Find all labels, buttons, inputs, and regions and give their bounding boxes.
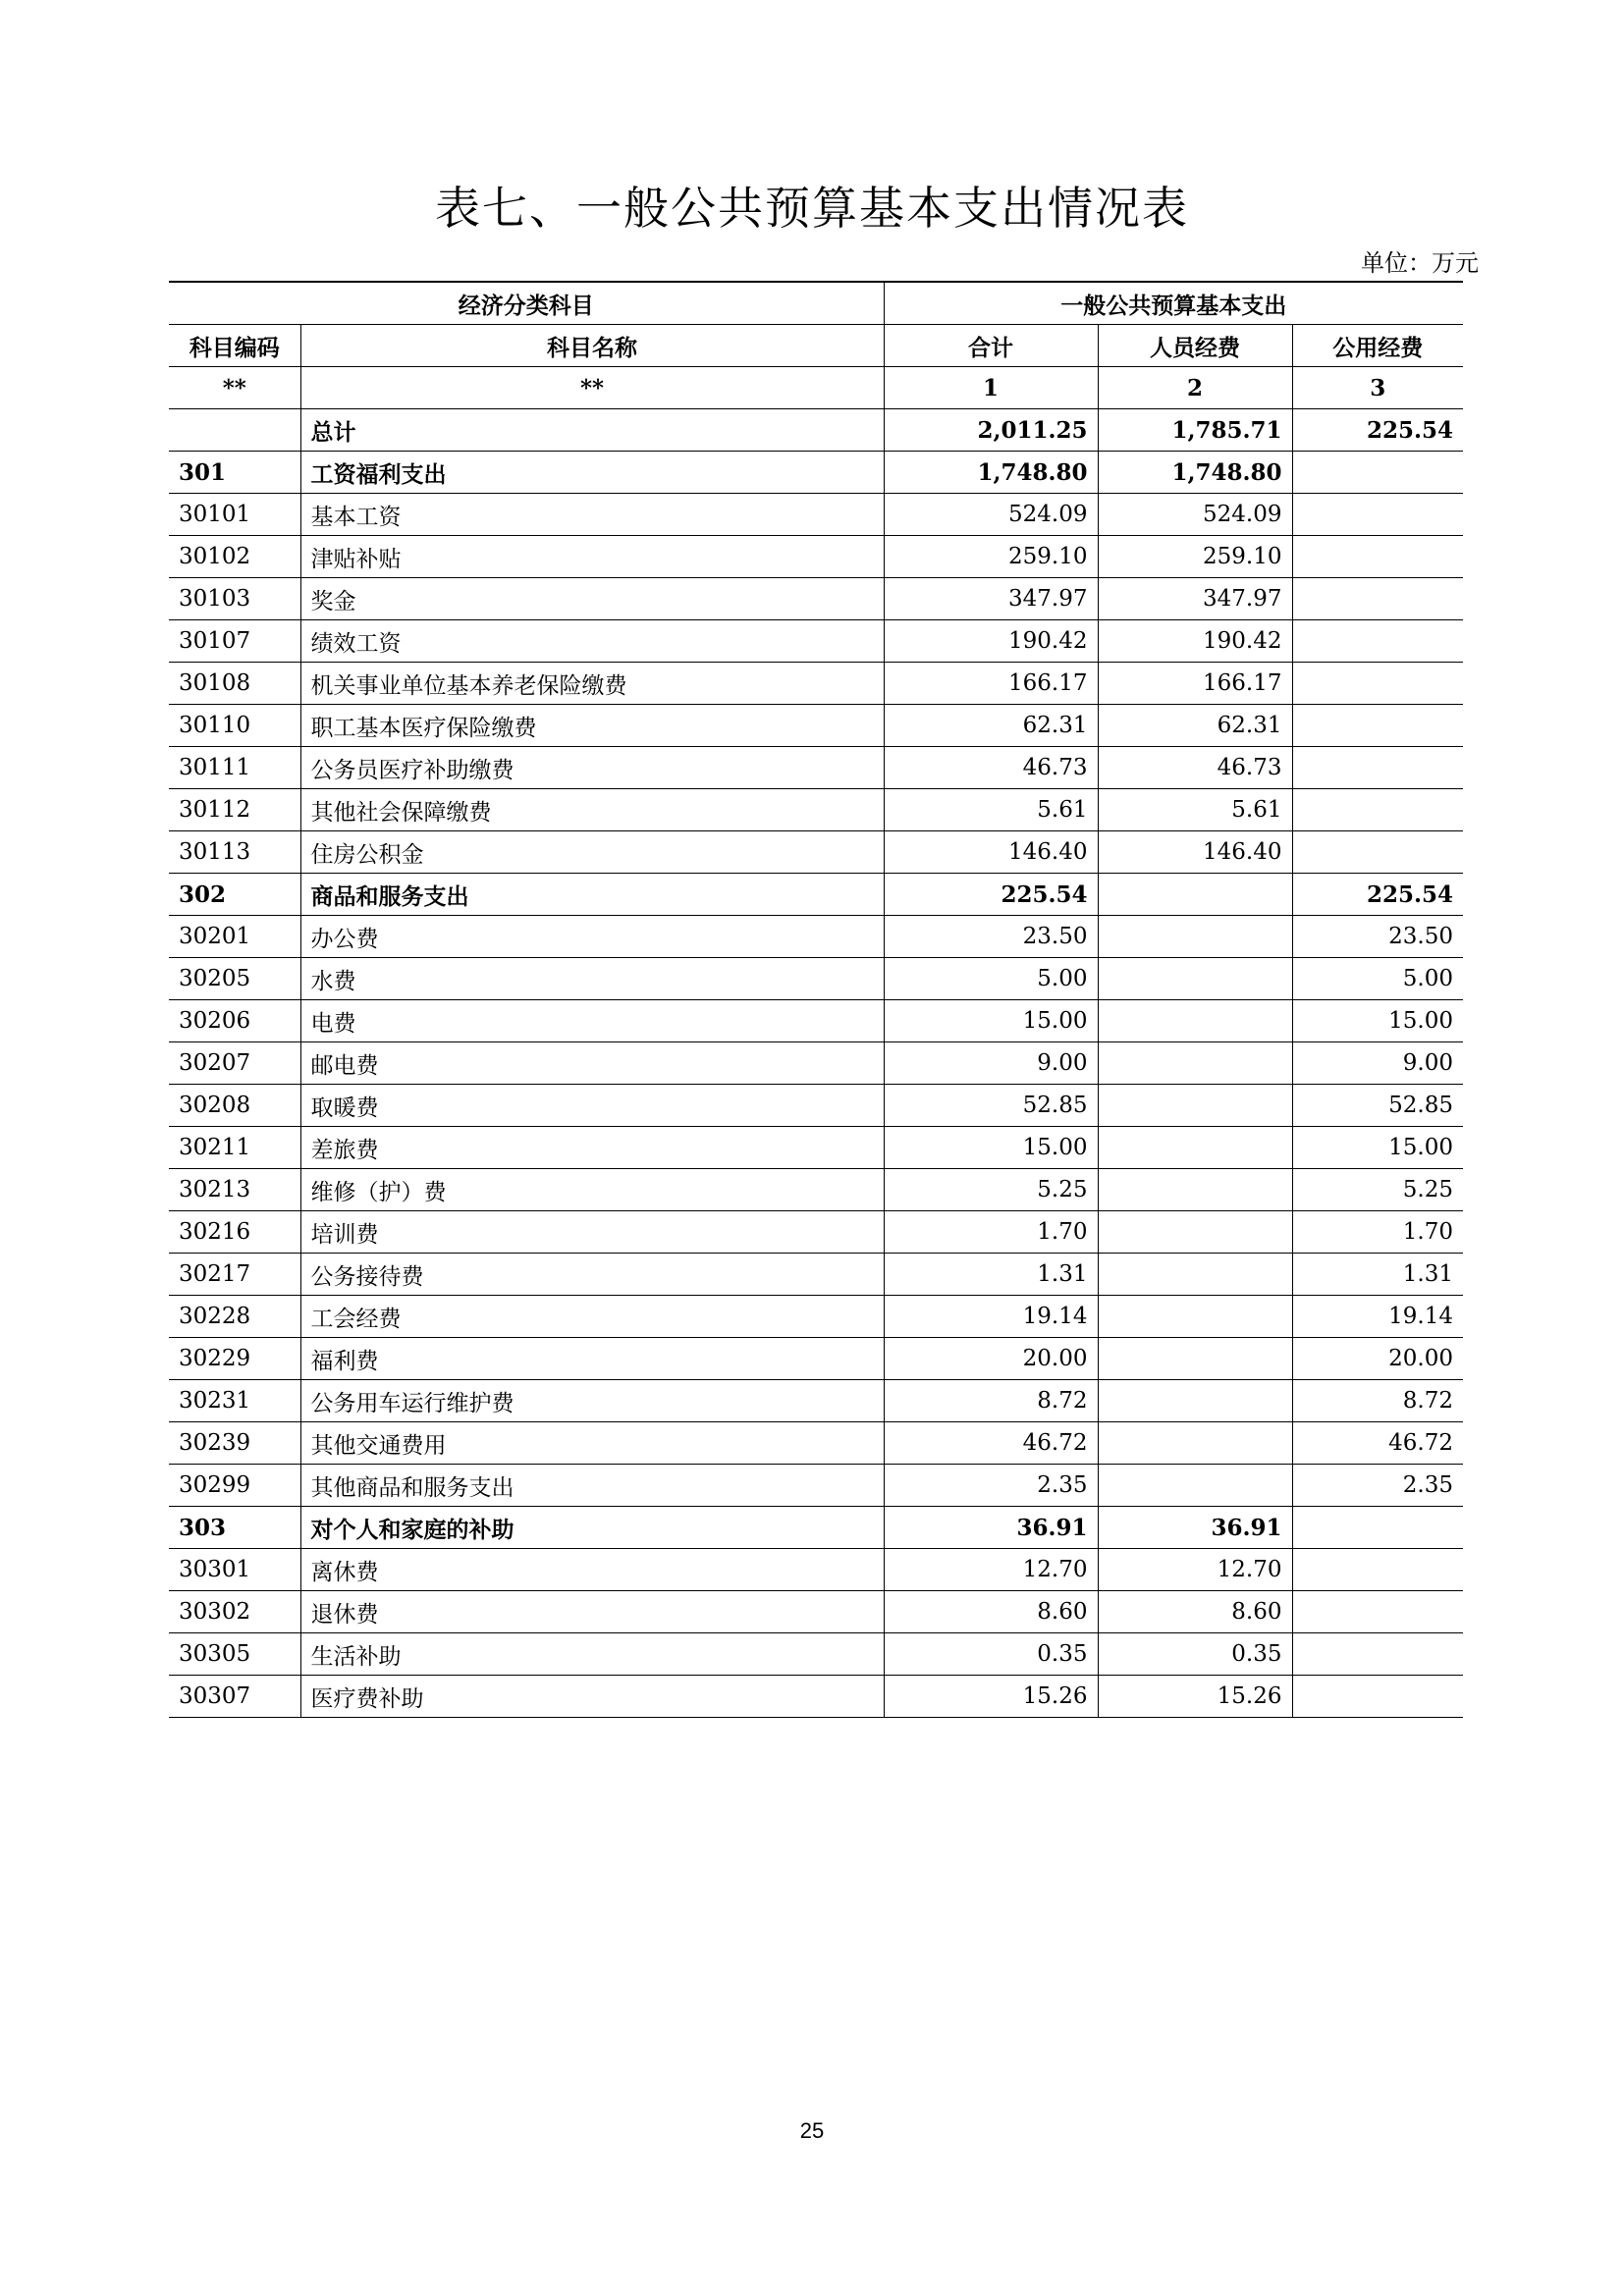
code-cell: 30205: [169, 958, 300, 1000]
personnel-cell: 0.35: [1098, 1633, 1292, 1676]
table-row: [169, 1000, 1463, 1042]
public-cell: 15.00: [1292, 1127, 1463, 1169]
personnel-cell: [1098, 1169, 1292, 1211]
name-cell: 其他商品和服务支出: [300, 1465, 884, 1507]
total-cell: 62.31: [884, 705, 1098, 747]
code-cell: 30211: [169, 1127, 300, 1169]
table-row: [169, 494, 1463, 536]
table-row: [169, 874, 1463, 916]
index-cell: 3: [1292, 367, 1463, 409]
name-cell: 福利费: [300, 1338, 884, 1380]
header-index-row: [169, 367, 1463, 409]
name-cell: 住房公积金: [300, 831, 884, 874]
table-row: [169, 705, 1463, 747]
table-row: [169, 789, 1463, 831]
personnel-cell: [1098, 1465, 1292, 1507]
personnel-cell: 5.61: [1098, 789, 1292, 831]
personnel-cell: [1098, 958, 1292, 1000]
public-cell: [1292, 831, 1463, 874]
total-cell: 2.35: [884, 1465, 1098, 1507]
public-cell: 5.00: [1292, 958, 1463, 1000]
name-cell: 公务接待费: [300, 1254, 884, 1296]
code-cell: 30228: [169, 1296, 300, 1338]
total-row: [169, 409, 1463, 452]
table-row: [169, 1211, 1463, 1254]
table-row: [169, 1296, 1463, 1338]
header-group-right: 一般公共预算基本支出: [884, 282, 1463, 325]
personnel-cell: [1098, 1000, 1292, 1042]
table-row: [169, 1465, 1463, 1507]
name-cell: 工会经费: [300, 1296, 884, 1338]
public-cell: [1292, 536, 1463, 578]
personnel-cell: [1098, 916, 1292, 958]
header-name: 科目名称: [300, 325, 884, 367]
code-cell: 303: [169, 1507, 300, 1549]
total-cell: 8.60: [884, 1591, 1098, 1633]
total-cell: 8.72: [884, 1380, 1098, 1422]
public-cell: 46.72: [1292, 1422, 1463, 1465]
header-code: 科目编码: [169, 325, 300, 367]
public-cell: [1292, 1549, 1463, 1591]
personnel-cell: [1098, 1296, 1292, 1338]
code-cell: 30229: [169, 1338, 300, 1380]
total-cell: 1.70: [884, 1211, 1098, 1254]
code-cell: 30102: [169, 536, 300, 578]
table-row: [169, 1169, 1463, 1211]
total-cell: 1.31: [884, 1254, 1098, 1296]
table-row: [169, 452, 1463, 494]
name-cell: 维修（护）费: [300, 1169, 884, 1211]
name-cell: 离休费: [300, 1549, 884, 1591]
personnel-cell: 36.91: [1098, 1507, 1292, 1549]
total-cell: 15.26: [884, 1676, 1098, 1718]
total-cell: 5.61: [884, 789, 1098, 831]
code-cell: 30103: [169, 578, 300, 620]
name-cell: 电费: [300, 1000, 884, 1042]
personnel-cell: 8.60: [1098, 1591, 1292, 1633]
personnel-cell: [1098, 1127, 1292, 1169]
total-cell: 23.50: [884, 916, 1098, 958]
total-cell: 46.72: [884, 1422, 1098, 1465]
table-row: [169, 747, 1463, 789]
personnel-cell: 15.26: [1098, 1676, 1292, 1718]
total-cell: 12.70: [884, 1549, 1098, 1591]
public-cell: [1292, 620, 1463, 663]
name-cell: 医疗费补助: [300, 1676, 884, 1718]
table-row: [169, 958, 1463, 1000]
table-body: [169, 409, 1463, 1718]
table-row: [169, 1422, 1463, 1465]
public-cell: 52.85: [1292, 1085, 1463, 1127]
code-cell: 30302: [169, 1591, 300, 1633]
public-cell: 19.14: [1292, 1296, 1463, 1338]
public-cell: [1292, 578, 1463, 620]
name-cell: 工资福利支出: [300, 452, 884, 494]
total-cell: 225.54: [884, 874, 1098, 916]
code-cell: 30213: [169, 1169, 300, 1211]
public-cell: 5.25: [1292, 1169, 1463, 1211]
name-cell: 其他交通费用: [300, 1422, 884, 1465]
code-cell: 30231: [169, 1380, 300, 1422]
table-row: [169, 1591, 1463, 1633]
name-cell: 公务用车运行维护费: [300, 1380, 884, 1422]
table-header: [169, 282, 1463, 409]
public-cell: [1292, 1676, 1463, 1718]
public-cell: 20.00: [1292, 1338, 1463, 1380]
total-cell: 9.00: [884, 1042, 1098, 1085]
total-cell: 524.09: [884, 494, 1098, 536]
code-cell: 30301: [169, 1549, 300, 1591]
table-row: [169, 916, 1463, 958]
public-cell: 2.35: [1292, 1465, 1463, 1507]
personnel-cell: 1,748.80: [1098, 452, 1292, 494]
total-cell: 0.35: [884, 1633, 1098, 1676]
personnel-cell: [1098, 1254, 1292, 1296]
personnel-cell: [1098, 1380, 1292, 1422]
personnel-cell: 166.17: [1098, 663, 1292, 705]
code-cell: 30207: [169, 1042, 300, 1085]
table-row: [169, 536, 1463, 578]
public-cell: 23.50: [1292, 916, 1463, 958]
personnel-cell: 524.09: [1098, 494, 1292, 536]
table-row: [169, 1127, 1463, 1169]
name-cell: 总计: [300, 409, 884, 452]
index-cell: **: [300, 367, 884, 409]
code-cell: 30113: [169, 831, 300, 874]
total-cell: 2,011.25: [884, 409, 1098, 452]
name-cell: 办公费: [300, 916, 884, 958]
total-cell: 52.85: [884, 1085, 1098, 1127]
code-cell: 30299: [169, 1465, 300, 1507]
personnel-cell: 190.42: [1098, 620, 1292, 663]
public-cell: [1292, 494, 1463, 536]
table-row: [169, 1254, 1463, 1296]
personnel-cell: [1098, 1211, 1292, 1254]
public-cell: [1292, 663, 1463, 705]
personnel-cell: 259.10: [1098, 536, 1292, 578]
code-cell: 302: [169, 874, 300, 916]
index-cell: **: [169, 367, 300, 409]
table-row: [169, 578, 1463, 620]
public-cell: [1292, 452, 1463, 494]
header-group-left: 经济分类科目: [169, 282, 884, 325]
name-cell: 差旅费: [300, 1127, 884, 1169]
name-cell: 退休费: [300, 1591, 884, 1633]
name-cell: 商品和服务支出: [300, 874, 884, 916]
header-total: 合计: [884, 325, 1098, 367]
table-row: [169, 1042, 1463, 1085]
code-cell: 301: [169, 452, 300, 494]
personnel-cell: [1098, 874, 1292, 916]
name-cell: 津贴补贴: [300, 536, 884, 578]
code-cell: 30108: [169, 663, 300, 705]
code-cell: 30201: [169, 916, 300, 958]
name-cell: 取暖费: [300, 1085, 884, 1127]
personnel-cell: 146.40: [1098, 831, 1292, 874]
name-cell: 绩效工资: [300, 620, 884, 663]
total-cell: 190.42: [884, 620, 1098, 663]
table-row: [169, 620, 1463, 663]
public-cell: 225.54: [1292, 874, 1463, 916]
name-cell: 基本工资: [300, 494, 884, 536]
name-cell: 生活补助: [300, 1633, 884, 1676]
public-cell: [1292, 1507, 1463, 1549]
table-row: [169, 1085, 1463, 1127]
code-cell: 30307: [169, 1676, 300, 1718]
personnel-cell: [1098, 1422, 1292, 1465]
name-cell: 水费: [300, 958, 884, 1000]
personnel-cell: 62.31: [1098, 705, 1292, 747]
total-cell: 166.17: [884, 663, 1098, 705]
table-row: [169, 1549, 1463, 1591]
public-cell: 1.31: [1292, 1254, 1463, 1296]
page-title: 表七、一般公共预算基本支出情况表: [435, 182, 1189, 235]
personnel-cell: [1098, 1085, 1292, 1127]
code-cell: 30239: [169, 1422, 300, 1465]
total-cell: 36.91: [884, 1507, 1098, 1549]
name-cell: 机关事业单位基本养老保险缴费: [300, 663, 884, 705]
total-cell: 259.10: [884, 536, 1098, 578]
code-cell: 30101: [169, 494, 300, 536]
code-cell: 30107: [169, 620, 300, 663]
code-cell: 30112: [169, 789, 300, 831]
public-cell: [1292, 705, 1463, 747]
code-cell: 30208: [169, 1085, 300, 1127]
table-row: [169, 1676, 1463, 1718]
code-cell: 30217: [169, 1254, 300, 1296]
personnel-cell: 347.97: [1098, 578, 1292, 620]
table-row: [169, 1338, 1463, 1380]
personnel-cell: 46.73: [1098, 747, 1292, 789]
total-cell: 5.25: [884, 1169, 1098, 1211]
code-cell: 30111: [169, 747, 300, 789]
name-cell: 其他社会保障缴费: [300, 789, 884, 831]
table-row: [169, 831, 1463, 874]
name-cell: 培训费: [300, 1211, 884, 1254]
public-cell: 1.70: [1292, 1211, 1463, 1254]
page-number: 25: [799, 2118, 825, 2143]
table-row: [169, 1380, 1463, 1422]
total-cell: 347.97: [884, 578, 1098, 620]
public-cell: 9.00: [1292, 1042, 1463, 1085]
table-row: [169, 663, 1463, 705]
code-cell: 30206: [169, 1000, 300, 1042]
name-cell: 职工基本医疗保险缴费: [300, 705, 884, 747]
name-cell: 对个人和家庭的补助: [300, 1507, 884, 1549]
header-group-row: [169, 282, 1463, 325]
public-cell: [1292, 1591, 1463, 1633]
code-cell: 30216: [169, 1211, 300, 1254]
table-row: [169, 1633, 1463, 1676]
total-cell: 5.00: [884, 958, 1098, 1000]
total-cell: 1,748.80: [884, 452, 1098, 494]
name-cell: 奖金: [300, 578, 884, 620]
header-public: 公用经费: [1292, 325, 1463, 367]
name-cell: 公务员医疗补助缴费: [300, 747, 884, 789]
personnel-cell: [1098, 1338, 1292, 1380]
public-cell: [1292, 1633, 1463, 1676]
index-cell: 2: [1098, 367, 1292, 409]
code-cell: 30110: [169, 705, 300, 747]
table-row: [169, 1507, 1463, 1549]
total-cell: 46.73: [884, 747, 1098, 789]
total-cell: 19.14: [884, 1296, 1098, 1338]
total-cell: 15.00: [884, 1000, 1098, 1042]
name-cell: 邮电费: [300, 1042, 884, 1085]
index-cell: 1: [884, 367, 1098, 409]
public-cell: [1292, 747, 1463, 789]
public-cell: [1292, 789, 1463, 831]
header-personnel: 人员经费: [1098, 325, 1292, 367]
public-cell: 225.54: [1292, 409, 1463, 452]
public-cell: 15.00: [1292, 1000, 1463, 1042]
personnel-cell: 12.70: [1098, 1549, 1292, 1591]
unit-label: 单位：万元: [1361, 249, 1479, 277]
total-cell: 20.00: [884, 1338, 1098, 1380]
expenditure-table: [169, 281, 1463, 1718]
personnel-cell: 1,785.71: [1098, 409, 1292, 452]
total-cell: 15.00: [884, 1127, 1098, 1169]
header-column-row: [169, 325, 1463, 367]
total-cell: 146.40: [884, 831, 1098, 874]
personnel-cell: [1098, 1042, 1292, 1085]
public-cell: 8.72: [1292, 1380, 1463, 1422]
code-cell: [169, 409, 300, 452]
code-cell: 30305: [169, 1633, 300, 1676]
